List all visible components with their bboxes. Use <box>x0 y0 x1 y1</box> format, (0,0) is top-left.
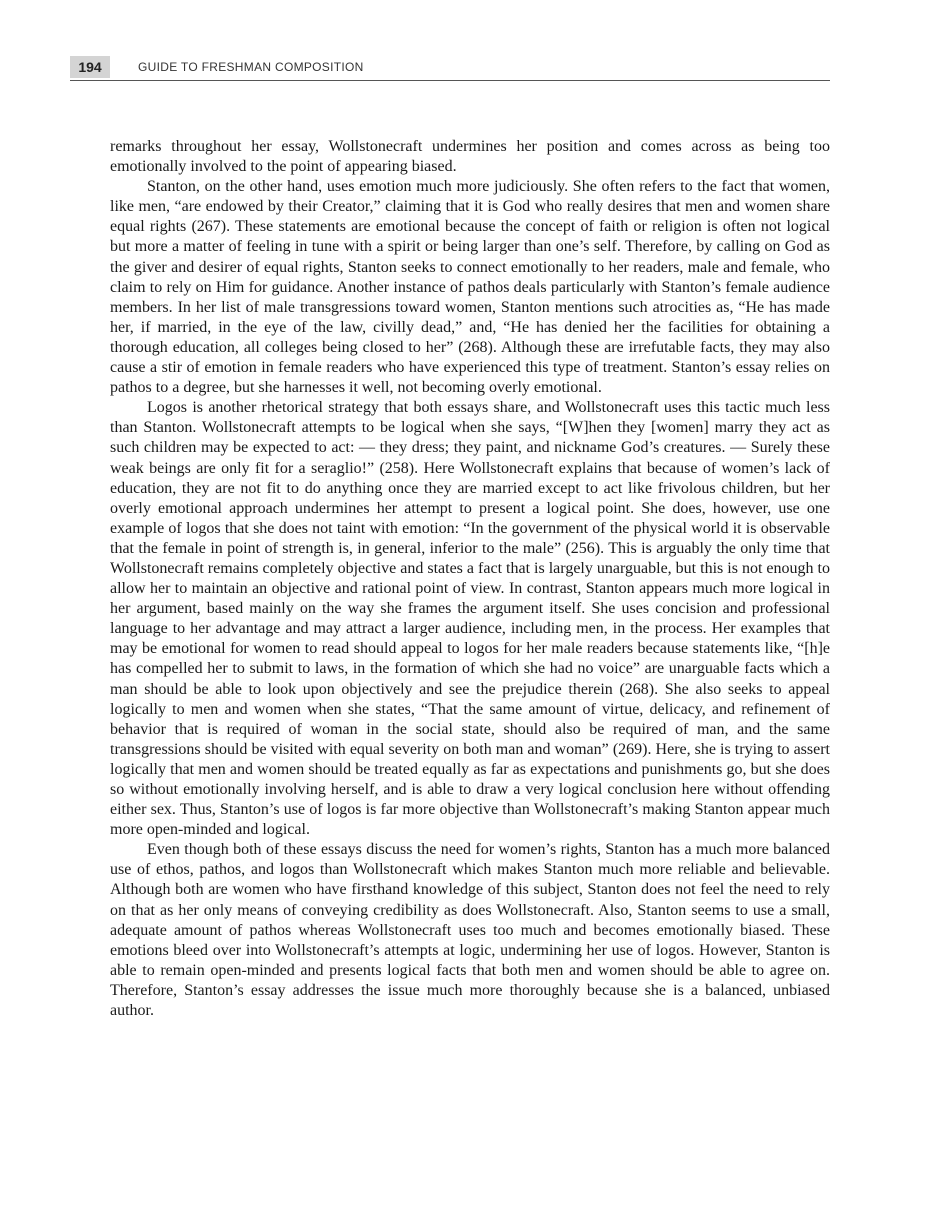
paragraph-conclusion: Even though both of these essays discuss the need for women’s rights, Stanton has a much more balanced use of ethos, pathos, and logos than Wollstonecraft which makes Stanton much more reliable and believable. Although both are women who have firsthand knowledge of this subject, Stanton does not feel the need to rely on that as her only means of conveying credibility as does Wollstonecraft. Also, Stanton seems to use a small, adequate amount of pathos whereas Wollstonecraft uses too much and becomes emotionally biased. These emotions bleed over into Wollstonecraft’s attempts at logic, undermining her use of logos. However, Stanton is able to remain open-minded and presents logical facts that both men and women should be able to agree on. Therefore, Stanton’s essay addresses the issue much more thoroughly because she is a balanced, unbiased author. <box>110 841 830 1020</box>
running-header <box>70 56 830 81</box>
paragraph-logos: Logos is another rhetorical strategy that both essays share, and Wollstonecraft uses this tactic much less than Stanton. Wollstonecraft attempts to be logical when she says, “[W]hen they [women] marry they act as such children may be expected to act: — they dress; they paint, and nickname God’s creatures. — Surely these weak beings are only fit for a seraglio!” (258). Here Wollstonecraft explains that because of women’s lack of education, they are not fit to do anything once they are married except to act like frivolous children, but her overly emotional approach undermines her attempt to present a logical point. She does, however, use one example of logos that she does not taint with emotion: “In the government of the physical world it is observable that the female in point of strength is, in general, inferior to the male” (256). This is arguably the only time that Wollstonecraft remains completely objective and states a fact that is largely unarguable, but this is not enough to allow her to maintain an objective and rational point of view. In contrast, Stanton appears much more logical in her argument, based mainly on the way she frames the argument itself. She uses concision and professional language to her advantage and may attract a larger audience, including men, in the process. Her examples that may be emotional for women to read should appeal to logos for her male readers because statements like, “[h]e has compelled her to submit to laws, in the formation of which she had no voice” are unarguable facts which a man should be able to look upon objectively and see the prejudice therein (268). She also seeks to appeal logically to men and women when she states, “That the same amount of virtue, delicacy, and refinement of behavior that is required of woman in the social state, should also be required of man, and the same transgressions should be visited with equal severity on both man and woman” (269). Here, she is trying to assert logically that men and women should be treated equally as far as expectations and punishments go, but she does so without emotionally involving herself, and is able to draw a very logical conclusion here without offending either sex. Thus, Stanton’s use of logos is far more objective than Wollstonecraft’s making Stanton appear much more open-minded and logical. <box>110 399 830 839</box>
book-title: GUIDE TO FRESHMAN COMPOSITION <box>138 60 364 74</box>
essay-body <box>110 137 830 1021</box>
page-number: 194 <box>70 56 110 78</box>
paragraph-pathos: Stanton, on the other hand, uses emotion much more judiciously. She often refers to the fact that women, like men, “are endowed by their Creator,” claiming that it is God who really desires that men and women share equal rights (267). These statements are emotional because the concept of faith or religion is often not logical but more a matter of feeling in tune with a spirit or being larger than one’s self. Therefore, by calling on God as the giver and desirer of equal rights, Stanton seeks to connect emotionally to her readers, male and female, who claim to rely on Him for guidance. Another instance of pathos deals particularly with Stanton’s female audience members. In her list of male transgressions toward women, Stanton mentions such atrocities as, “He has made her, if married, in the eye of the law, civilly dead,” and, “He has denied her the facilities for obtaining a thorough education, all colleges being closed to her” (268). Although these are irrefutable facts, they may also cause a stir of emotion in female readers who have experienced this type of treatment. Stanton’s essay relies on pathos to a degree, but she harnesses it well, not becoming overly emotional. <box>110 178 830 397</box>
paragraph-continuation: remarks throughout her essay, Wollstonecraft undermines her position and comes across as being too emotionally involved to the point of appearing biased. <box>110 138 830 176</box>
